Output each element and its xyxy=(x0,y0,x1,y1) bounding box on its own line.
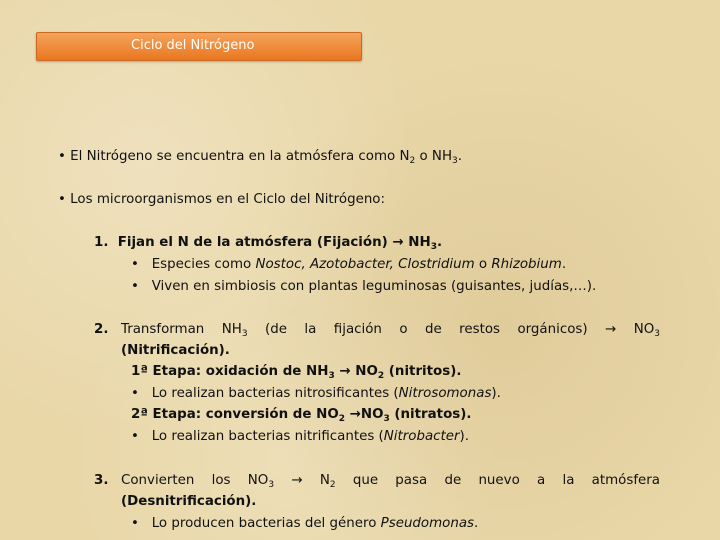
item-1-bullet-symbiosis: • Viven en simbiosis con plantas leguminosas (guisantes, judías,…). xyxy=(131,279,597,294)
item-1-fixation: 1. Fijan el N de la atmósfera (Fijación) → $NH_3$. xyxy=(94,235,443,252)
slide-title-bar xyxy=(36,32,362,61)
paragraph-microorganisms: • Los microorganismos en el Ciclo del Nitrógeno: xyxy=(58,192,386,207)
item-2-nitrification: (Nitrificación). xyxy=(121,343,230,358)
slide-title: Ciclo del Nitrógeno xyxy=(131,38,255,53)
item-3-line-1: Convierten los $NO_3 \to N_2$ que pasa de nuevo a la atmósfera xyxy=(121,473,660,490)
item-3-bullet-pseudomonas: • Lo producen bacterias del género Pseudomonas. xyxy=(131,516,479,531)
paragraph-nitrogen-atmosphere: • El Nitrógeno se encuentra en la atmósfera como $N_2$ o $NH_3$. xyxy=(58,149,463,166)
item-2-number: 2. xyxy=(94,322,109,337)
item-2-stage-1: 1ª Etapa: oxidación de $NH_3 \to NO_2$ (nitritos). xyxy=(131,364,462,381)
item-3-denitrification: (Desnitrificación). xyxy=(121,494,257,509)
item-2-bullet-nitrobacter: • Lo realizan bacterias nitrificantes (Nitrobacter). xyxy=(131,429,470,444)
item-2-bullet-nitrosomonas: • Lo realizan bacterias nitrosificantes (Nitrosomonas). xyxy=(131,386,501,401)
item-2-stage-2: 2ª Etapa: conversión de $NO_2 \to NO_3$ (nitratos). xyxy=(131,407,472,424)
item-2-line-1: Transforman $NH_3$ (de la fijación o de restos orgánicos) → $NO_3$ xyxy=(121,322,660,339)
item-1-bullet-species: • Especies como Nostoc, Azotobacter, Clostridium o Rhizobium. xyxy=(131,257,567,272)
item-3-number: 3. xyxy=(94,473,109,488)
